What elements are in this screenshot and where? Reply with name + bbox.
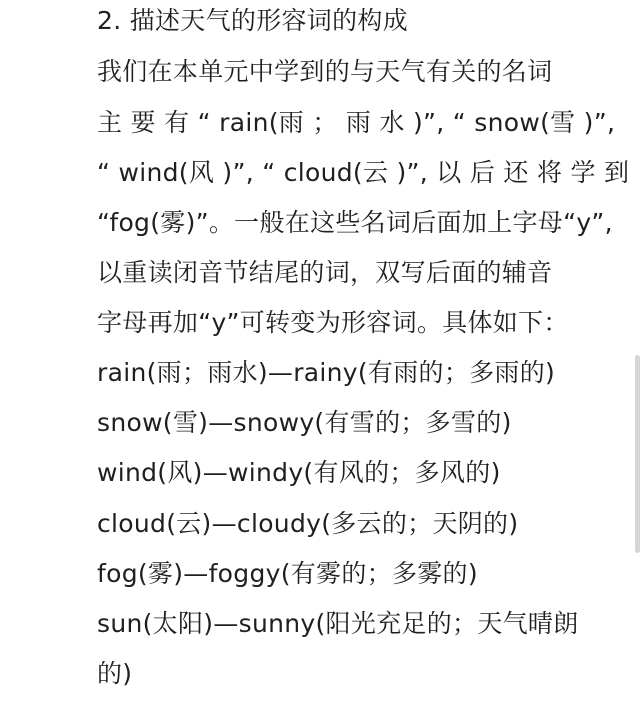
text-line: wind(风)—windy(有风的；多风的) (97, 458, 501, 487)
text-line: 以重读闭音节结尾的词，双写后面的辅音 (97, 258, 553, 287)
text-line: sun(太阳)—sunny(阳光充足的；天气晴朗 (97, 609, 579, 638)
text-line: snow(雪)—snowy(有雪的；多雪的) (97, 408, 512, 437)
text-line: cloud(云)—cloudy(多云的；天阴的) (97, 509, 519, 538)
text-line: rain(雨；雨水)—rainy(有雨的；多雨的) (97, 358, 556, 387)
section-heading: 2. 描述天气的形容词的构成 (97, 6, 409, 35)
text-line: 的) (97, 659, 133, 688)
text-line: “ wind(风 )”, “ cloud(云 )”, 以 后 还 将 学 到 (97, 158, 630, 187)
text-line: 我们在本单元中学到的与天气有关的名词 (97, 57, 553, 86)
text-line: 字母再加“y”可转变为形容词。具体如下： (97, 308, 569, 337)
text-line: fog(雾)—foggy(有雾的；多雾的) (97, 559, 478, 588)
text-line: 主 要 有 “ rain(雨 ； 雨 水 )”, “ snow(雪 )”, (97, 108, 616, 137)
text-line: “fog(雾)”。一般在这些名词后面加上字母“y”, (97, 208, 613, 237)
scrollbar[interactable] (635, 355, 640, 553)
